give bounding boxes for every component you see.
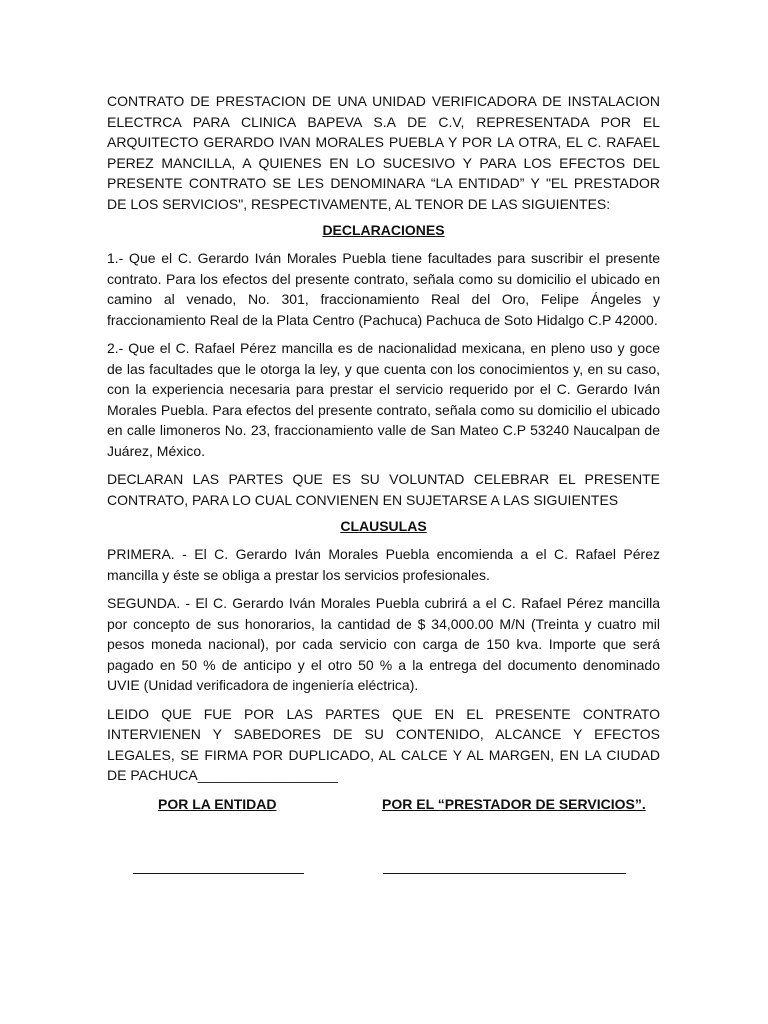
- clausula-segunda: SEGUNDA. - El C. Gerardo Iván Morales Puebla cubrirá a el C. Rafael Pérez mancilla por concepto de sus honorarios, la cantidad de $ 34,000.00 M/N (Treinta y cuatro mil pesos moneda nacional), por cada servicio con carga de 150 kva. Importe que será pagado en 50 % de anticipo y el otro 50 % a la entrega del documento denominado UVIE (Unidad verificadora de ingeniería eléctrica).: [107, 595, 660, 693]
- signature-label-entidad: POR LA ENTIDAD: [158, 796, 277, 812]
- declaracion-1: 1.- Que el C. Gerardo Iván Morales Puebla tiene facultades para suscribir el presente contrato. Para los efectos del presente contrato, señala como su domicilio el ubicado en camino al venado, No. 301, fraccionamiento Real del Oro, Felipe Ángeles y fraccionamiento Real de la Plata Centro (Pachuca) Pachuca de Soto Hidalgo C.P 42000.: [107, 250, 660, 328]
- contract-intro: CONTRATO DE PRESTACION DE UNA UNIDAD VERIFICADORA DE INSTALACION ELECTRCA PARA CLINICA BAPEVA S.A DE C.V, REPRESENTADA POR EL ARQUITECTO GERARDO IVAN MORALES PUEBLA Y POR LA OTRA, EL C. RAFAEL PEREZ MANCILLA, A QUIENES EN LO SUCESIVO Y PARA LOS EFECTOS DEL PRESENTE CONTRATO SE LES DENOMINARA “LA ENTIDAD” Y "EL PRESTADOR DE LOS SERVICIOS", RESPECTIVAMENTE, AL TENOR DE LAS SIGUIENTES:: [107, 93, 660, 212]
- signature-line-entidad: [133, 873, 304, 874]
- clausula-primera: PRIMERA. - El C. Gerardo Iván Morales Puebla encomienda a el C. Rafael Pérez mancilla y éste se obliga a prestar los servicios profesionales.: [107, 546, 660, 583]
- signature-labels: [0, 796, 768, 816]
- signature-line-prestador: [383, 873, 626, 874]
- clausulas-heading: CLAUSULAS: [340, 518, 427, 534]
- declaracion-2: 2.- Que el C. Rafael Pérez mancilla es de nacionalidad mexicana, en pleno uso y goce de las facultades que le otorga la ley, y que cuenta con los conocimientos y, en su caso, con la experiencia necesaria para prestar el servicio requerido por el C. Gerardo Iván Morales Puebla. Para efectos del presente contrato, señala como su domicilio el ubicado en calle limoneros No. 23, fraccionamiento valle de San Mateo C.P 53240 Naucalpan de Juárez, México.: [107, 340, 660, 459]
- closing-paragraph: LEIDO QUE FUE POR LAS PARTES QUE EN EL PRESENTE CONTRATO INTERVIENEN Y SABEDORES DE SU CONTENIDO, ALCANCE Y EFECTOS LEGALES, SE FIRMA POR DUPLICADO, AL CALCE Y AL MARGEN, EN LA CIUDAD DE PACHUCA__________________: [107, 705, 660, 783]
- signature-label-prestador: POR EL “PRESTADOR DE SERVICIOS”.: [382, 796, 646, 812]
- contract-body: [107, 91, 660, 786]
- declaraciones-heading: DECLARACIONES: [322, 222, 445, 238]
- declaran-partes: DECLARAN LAS PARTES QUE ES SU VOLUNTAD CELEBRAR EL PRESENTE CONTRATO, PARA LO CUAL CONVIENEN EN SUJETARSE A LAS SIGUIENTES: [107, 471, 660, 508]
